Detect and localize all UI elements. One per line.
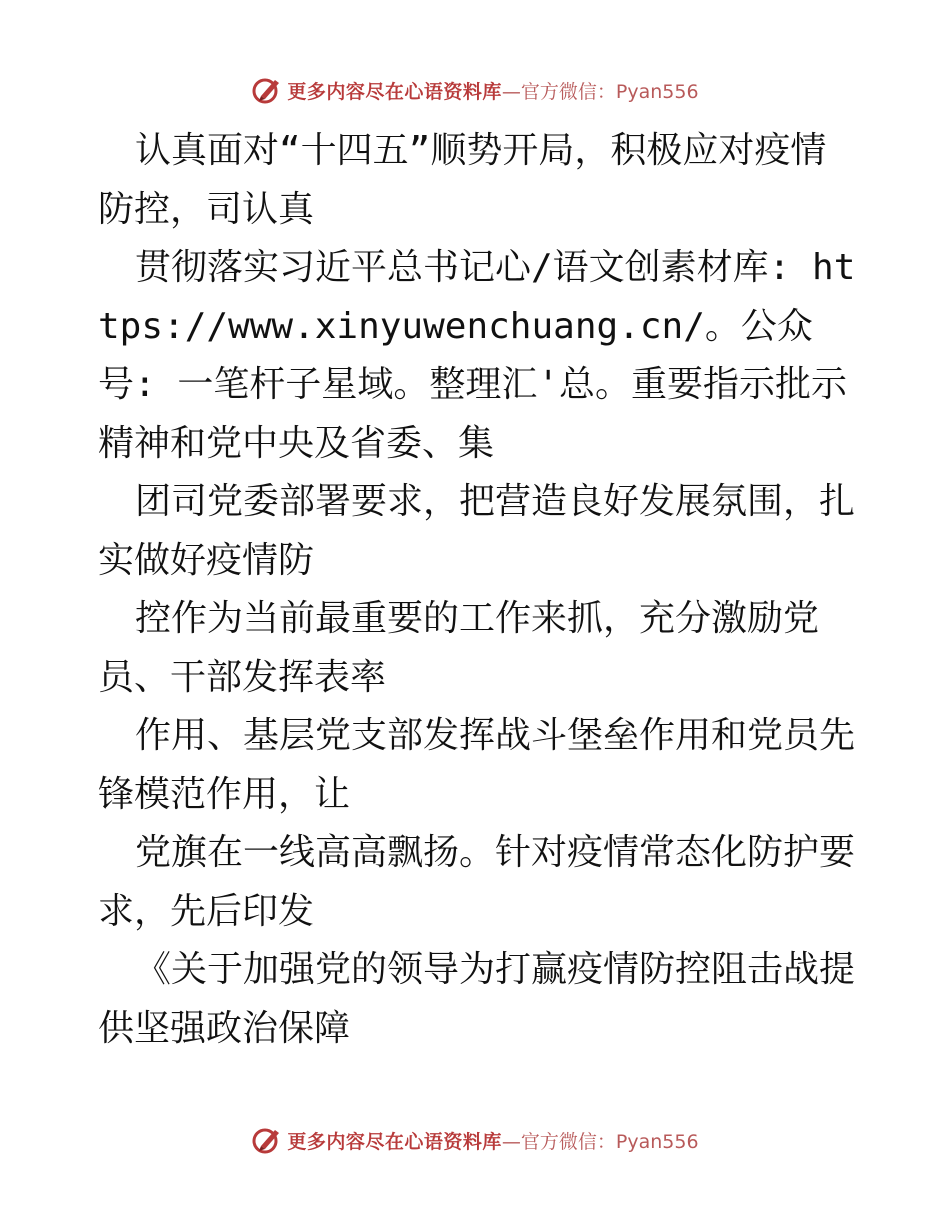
paragraph: 认真面对“十四五”顺势开局，积极应对疫情防控，司认真 [98, 130, 827, 230]
header-site-text: 更多内容尽在心语资料库 [287, 80, 502, 103]
header-tail-text: —官方微信：Pyan556 [501, 80, 699, 103]
paragraph: 控作为当前最重要的工作来抓，充分激励党员、干部发挥表率 [98, 598, 820, 698]
header-banner [0, 72, 950, 108]
footer-banner [0, 1122, 950, 1158]
footer-site-text: 更多内容尽在心语资料库 [287, 1130, 502, 1153]
paragraph: 团司党委部署要求，把营造良好发展氛围，扎实做好疫情防 [98, 481, 856, 581]
footer-tail-text: —官方微信：Pyan556 [501, 1130, 699, 1153]
pen-circle-icon [251, 74, 283, 106]
document-body [98, 122, 858, 1058]
paragraph: 贯彻落实习近平总书记心/语文创素材库: https://www.xinyuwenchuang.cn/。公众号: 一笔杆子星域。整理汇'总。重要指示批示精神和党中央及省委、集 [98, 247, 856, 464]
pen-circle-icon [251, 1124, 283, 1156]
paragraph: 《关于加强党的领导为打赢疫情防控阻击战提供坚强政治保障 [98, 949, 856, 1049]
paragraph: 党旗在一线高高飘扬。针对疫情常态化防护要求，先后印发 [98, 832, 856, 932]
paragraph: 作用、基层党支部发挥战斗堡垒作用和党员先锋模范作用，让 [98, 715, 856, 815]
